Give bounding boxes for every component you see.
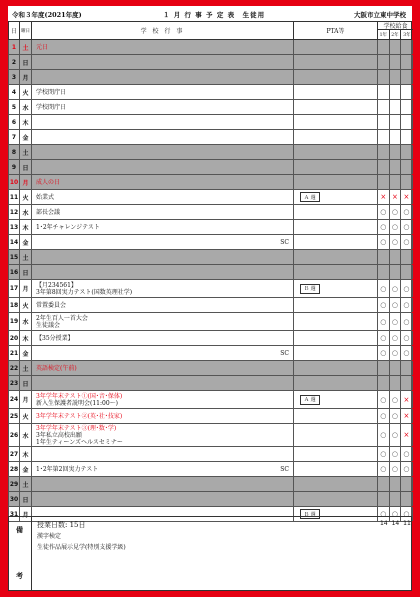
events-cell — [32, 205, 294, 219]
meal-cell — [378, 250, 390, 264]
weekday-cell: 日 — [20, 55, 32, 69]
weekday-cell: 日 — [20, 265, 32, 279]
meal-cell — [401, 492, 413, 506]
schedule-rows — [8, 40, 412, 522]
table-row — [8, 313, 412, 331]
events-cell — [32, 376, 294, 390]
event-text: 生徒議会 — [36, 321, 61, 329]
day-cell: 31 — [9, 507, 20, 521]
table-row — [8, 100, 412, 115]
meal-cell: ○ — [390, 462, 402, 476]
meal-cell: ○ — [378, 507, 390, 521]
day-cell: 8 — [9, 145, 20, 159]
remarks-section — [8, 516, 412, 591]
pta-cell — [294, 298, 378, 312]
table-row — [8, 346, 412, 361]
weekday-cell: 火 — [20, 85, 32, 99]
meal-cell — [390, 100, 402, 114]
col-day: 日 — [9, 22, 20, 39]
meal-cell — [390, 265, 402, 279]
meal-cell: ○ — [378, 424, 390, 446]
pta-cell — [294, 130, 378, 144]
table-row — [8, 40, 412, 55]
table-row — [8, 462, 412, 477]
day-cell: 23 — [9, 376, 20, 390]
meal-cell — [401, 70, 413, 84]
pta-cell — [294, 235, 378, 249]
pta-cell — [294, 331, 378, 345]
meal-cell — [378, 115, 390, 129]
event-text: 新入生保護者説明会(11:00～) — [36, 399, 118, 407]
weekday-cell: 火 — [20, 298, 32, 312]
pta-cell — [294, 175, 378, 189]
meal-totals — [378, 520, 413, 527]
events-cell — [32, 331, 294, 345]
events-cell — [32, 424, 294, 446]
meal-cell — [390, 115, 402, 129]
meal-cell — [378, 477, 390, 491]
meal-cell — [401, 250, 413, 264]
pta-cell — [294, 313, 378, 330]
meal-cell — [378, 160, 390, 174]
meal-cell: ○ — [390, 391, 402, 408]
meal-cell: ○ — [378, 280, 390, 297]
meal-cell: ○ — [390, 424, 402, 446]
pta-cell — [294, 409, 378, 423]
schedule-sheet — [8, 6, 412, 591]
event-text: 1･2年チャレンジテスト — [36, 223, 100, 231]
meal-cell — [378, 361, 390, 375]
meal-cell: ○ — [378, 235, 390, 249]
events-cell — [32, 265, 294, 279]
meal-cell: × — [378, 190, 390, 204]
table-row — [8, 391, 412, 409]
events-cell — [32, 55, 294, 69]
meal-cell — [390, 376, 402, 390]
weekday-cell: 月 — [20, 70, 32, 84]
event-text: 始業式 — [36, 193, 55, 201]
events-cell — [32, 477, 294, 491]
header — [8, 6, 412, 21]
events-cell — [32, 40, 294, 54]
day-cell: 10 — [9, 175, 20, 189]
events-cell — [32, 130, 294, 144]
event-text: 元日 — [36, 43, 49, 51]
meal-cell — [390, 361, 402, 375]
meal-cell — [401, 376, 413, 390]
pta-cell — [294, 462, 378, 476]
meal-cell: ○ — [378, 331, 390, 345]
col-grade-2: 2年 — [390, 30, 402, 39]
table-row — [8, 190, 412, 205]
weekday-cell: 水 — [20, 424, 32, 446]
pta-cell — [294, 424, 378, 446]
day-cell: 16 — [9, 265, 20, 279]
meal-cell: ○ — [401, 235, 413, 249]
table-row — [8, 409, 412, 424]
event-text: 【月234561】 — [36, 281, 77, 289]
meal-cell — [378, 100, 390, 114]
meal-cell — [401, 160, 413, 174]
week-badge: Ａ 週 — [300, 395, 320, 405]
meal-cell — [378, 85, 390, 99]
meal-cell — [378, 130, 390, 144]
weekday-cell: 月 — [20, 391, 32, 408]
day-cell: 26 — [9, 424, 20, 446]
weekday-cell: 木 — [20, 331, 32, 345]
events-cell — [32, 409, 294, 423]
meal-cell: × — [401, 190, 413, 204]
table-row — [8, 331, 412, 346]
day-cell: 17 — [9, 280, 20, 297]
total-grade-2: 14 — [391, 520, 400, 527]
day-cell: 27 — [9, 447, 20, 461]
weekday-cell: 月 — [20, 175, 32, 189]
event-text: 常置委員会 — [36, 301, 67, 309]
events-cell — [32, 391, 294, 408]
pta-cell — [294, 70, 378, 84]
event-text: 2年生百人一首大会 — [36, 314, 88, 322]
day-cell: 5 — [9, 100, 20, 114]
table-row — [8, 220, 412, 235]
weekday-cell: 土 — [20, 361, 32, 375]
meal-cell: ○ — [401, 280, 413, 297]
meal-cell: ○ — [390, 409, 402, 423]
meal-cell: ○ — [390, 280, 402, 297]
week-badge: Ａ 週 — [300, 192, 320, 202]
meal-cell — [401, 55, 413, 69]
meal-cell — [378, 70, 390, 84]
table-row — [8, 145, 412, 160]
table-row — [8, 160, 412, 175]
table-row — [8, 361, 412, 376]
meal-cell: × — [401, 409, 413, 423]
meal-cell: ○ — [390, 331, 402, 345]
table-row — [8, 175, 412, 190]
weekday-cell: 水 — [20, 313, 32, 330]
events-cell — [32, 175, 294, 189]
events-cell — [32, 160, 294, 174]
day-cell: 2 — [9, 55, 20, 69]
meal-cell — [390, 55, 402, 69]
events-cell — [32, 220, 294, 234]
event-text: 学校閉庁日 — [36, 88, 67, 96]
event-text: 成人の日 — [36, 178, 61, 186]
day-cell: 18 — [9, 298, 20, 312]
events-cell — [32, 70, 294, 84]
event-text: 3年第8回実力テスト(国数英理社学) — [36, 288, 133, 296]
meal-cell — [401, 130, 413, 144]
table-row — [8, 250, 412, 265]
weekday-cell: 火 — [20, 409, 32, 423]
meal-cell: ○ — [378, 462, 390, 476]
meal-cell: ○ — [378, 391, 390, 408]
meal-cell: ○ — [401, 507, 413, 521]
day-cell: 3 — [9, 70, 20, 84]
table-row — [8, 235, 412, 250]
meal-cell: ○ — [378, 298, 390, 312]
event-text: 3年学年末テスト①(国･音･保体) — [36, 392, 123, 400]
counselor-mark: SC — [280, 349, 289, 357]
pta-cell — [294, 40, 378, 54]
weekday-cell: 木 — [20, 115, 32, 129]
meal-cell: ○ — [378, 447, 390, 461]
weekday-cell: 日 — [20, 376, 32, 390]
weekday-cell: 月 — [20, 507, 32, 521]
pta-cell — [294, 160, 378, 174]
day-cell: 19 — [9, 313, 20, 330]
col-pta: PTA等 — [294, 22, 378, 39]
col-grade-3: 3年 — [403, 32, 411, 38]
event-text: 1年生ティーンズヘルスセミナー — [36, 438, 123, 446]
table-row — [8, 265, 412, 280]
table-row — [8, 205, 412, 220]
events-cell — [32, 190, 294, 204]
meal-cell — [390, 85, 402, 99]
meal-cell: ○ — [401, 462, 413, 476]
weekday-cell: 金 — [20, 235, 32, 249]
meal-cell: ○ — [390, 507, 402, 521]
meal-cell — [390, 175, 402, 189]
day-cell: 14 — [9, 235, 20, 249]
events-cell — [32, 100, 294, 114]
school-name: 大阪市立東中学校 — [354, 11, 406, 19]
meal-cell: ○ — [390, 346, 402, 360]
meal-cell: ○ — [378, 313, 390, 330]
weekday-cell: 土 — [20, 145, 32, 159]
weekday-cell: 土 — [20, 477, 32, 491]
event-text: 3年私立高校出願 — [36, 431, 82, 439]
pta-cell — [294, 265, 378, 279]
events-cell — [32, 313, 294, 330]
event-text: 【35分授業】 — [36, 334, 74, 342]
col-meal-group: 学校給食 — [378, 22, 413, 30]
table-row — [8, 130, 412, 145]
pta-cell — [294, 361, 378, 375]
events-cell — [32, 462, 294, 476]
day-cell: 1 — [9, 40, 20, 54]
weekday-cell: 日 — [20, 160, 32, 174]
meal-cell: ○ — [401, 346, 413, 360]
day-cell: 6 — [9, 115, 20, 129]
meal-cell: ○ — [378, 220, 390, 234]
pta-cell — [294, 280, 378, 297]
meal-cell: × — [390, 190, 402, 204]
weekday-cell: 火 — [20, 190, 32, 204]
meal-cell: ○ — [401, 298, 413, 312]
counselor-mark: SC — [280, 238, 289, 246]
weekday-cell: 日 — [20, 492, 32, 506]
meal-cell — [390, 477, 402, 491]
day-cell: 4 — [9, 85, 20, 99]
meal-cell: ○ — [390, 298, 402, 312]
meal-cell — [401, 477, 413, 491]
events-cell — [32, 235, 294, 249]
table-row — [8, 280, 412, 298]
meal-cell — [401, 85, 413, 99]
events-cell — [32, 280, 294, 297]
meal-cell — [378, 175, 390, 189]
table-row — [8, 492, 412, 507]
table-row — [8, 55, 412, 70]
meal-cell — [401, 175, 413, 189]
day-cell: 15 — [9, 250, 20, 264]
events-cell — [32, 361, 294, 375]
col-grade-1: 1年 — [378, 30, 390, 39]
event-text: 1･2年第2回実力テスト — [36, 465, 99, 473]
day-cell: 28 — [9, 462, 20, 476]
meal-cell: ○ — [390, 447, 402, 461]
remark-note: 漢字検定 — [37, 533, 62, 540]
meal-cell: ○ — [401, 205, 413, 219]
table-row — [8, 70, 412, 85]
pta-cell — [294, 391, 378, 408]
meal-cell — [390, 492, 402, 506]
weekday-cell: 土 — [20, 250, 32, 264]
day-cell: 9 — [9, 160, 20, 174]
counselor-mark: SC — [280, 465, 289, 473]
day-cell: 11 — [9, 190, 20, 204]
meal-cell: ○ — [401, 313, 413, 330]
meal-cell — [390, 145, 402, 159]
total-grade-1: 14 — [379, 520, 388, 527]
meal-cell: ○ — [390, 205, 402, 219]
event-text: 3年学年末テスト③(理･数･学) — [36, 424, 117, 432]
total-grade-3: 11 — [403, 520, 411, 527]
school-days: 授業日数: 15日 — [37, 521, 86, 529]
pta-cell — [294, 477, 378, 491]
pta-cell — [294, 250, 378, 264]
table-row — [8, 424, 412, 447]
remarks-body — [37, 520, 126, 553]
day-cell: 25 — [9, 409, 20, 423]
page-title: １ 月 行 事 予 定 表 生徒用 — [163, 11, 266, 19]
event-text: 3年学年末テスト②(英･社･技家) — [36, 412, 123, 420]
week-badge: Ｂ 週 — [300, 284, 320, 294]
pta-cell — [294, 190, 378, 204]
weekday-cell: 月 — [20, 280, 32, 297]
pta-cell — [294, 85, 378, 99]
weekday-cell: 水 — [20, 100, 32, 114]
events-cell — [32, 492, 294, 506]
events-cell — [32, 447, 294, 461]
day-cell: 12 — [9, 205, 20, 219]
event-text: 部長会議 — [36, 208, 61, 216]
meal-cell — [390, 40, 402, 54]
meal-cell: ○ — [401, 447, 413, 461]
meal-cell — [401, 40, 413, 54]
table-row — [8, 85, 412, 100]
day-cell: 21 — [9, 346, 20, 360]
meal-cell — [401, 145, 413, 159]
pta-cell — [294, 145, 378, 159]
meal-cell: ○ — [401, 220, 413, 234]
events-cell — [32, 115, 294, 129]
weekday-cell: 金 — [20, 462, 32, 476]
weekday-cell: 金 — [20, 346, 32, 360]
table-row — [8, 376, 412, 391]
meal-cell — [401, 361, 413, 375]
weekday-cell: 木 — [20, 220, 32, 234]
pta-cell — [294, 346, 378, 360]
weekday-cell: 木 — [20, 447, 32, 461]
meal-cell — [378, 492, 390, 506]
meal-cell: × — [401, 424, 413, 446]
meal-cell: ○ — [390, 220, 402, 234]
meal-cell — [378, 376, 390, 390]
weekday-cell: 水 — [20, 205, 32, 219]
meal-cell — [378, 55, 390, 69]
week-badge: Ｂ 週 — [300, 509, 320, 519]
pta-cell — [294, 205, 378, 219]
events-cell — [32, 250, 294, 264]
meal-cell — [378, 145, 390, 159]
weekday-cell: 金 — [20, 130, 32, 144]
pta-cell — [294, 55, 378, 69]
pta-cell — [294, 492, 378, 506]
event-text: 英語検定(午前) — [36, 364, 77, 372]
remark-note: 生徒作品展示見学(特別支援学級) — [37, 544, 126, 551]
table-row — [8, 298, 412, 313]
meal-cell: × — [401, 391, 413, 408]
events-cell — [32, 145, 294, 159]
event-text: 学校閉庁日 — [36, 103, 67, 111]
column-header — [8, 21, 412, 40]
meal-cell: ○ — [378, 346, 390, 360]
table-row — [8, 447, 412, 462]
day-cell: 24 — [9, 391, 20, 408]
table-row — [8, 477, 412, 492]
day-cell: 29 — [9, 477, 20, 491]
col-weekday: 曜日 — [20, 22, 32, 39]
meal-cell: ○ — [378, 205, 390, 219]
meal-cell: ○ — [390, 235, 402, 249]
meal-cell — [390, 130, 402, 144]
pta-cell — [294, 376, 378, 390]
pta-cell — [294, 220, 378, 234]
weekday-cell: 土 — [20, 40, 32, 54]
table-row — [8, 115, 412, 130]
meal-cell: ○ — [390, 313, 402, 330]
pta-cell — [294, 447, 378, 461]
events-cell — [32, 85, 294, 99]
fiscal-year: 令和３年度(2021年度) — [12, 11, 82, 19]
events-cell — [32, 346, 294, 360]
meal-cell — [401, 115, 413, 129]
meal-cell: ○ — [401, 331, 413, 345]
pta-cell — [294, 100, 378, 114]
pta-cell — [294, 115, 378, 129]
remarks-label: 備 考 — [9, 517, 32, 590]
meal-cell — [390, 70, 402, 84]
meal-cell — [401, 265, 413, 279]
meal-cell — [390, 250, 402, 264]
meal-cell — [378, 265, 390, 279]
meal-cell — [390, 160, 402, 174]
day-cell: 13 — [9, 220, 20, 234]
meal-cell — [378, 40, 390, 54]
day-cell: 30 — [9, 492, 20, 506]
meal-cell — [401, 100, 413, 114]
day-cell: 22 — [9, 361, 20, 375]
col-events: 学 校 行 事 — [32, 22, 294, 39]
day-cell: 7 — [9, 130, 20, 144]
day-cell: 20 — [9, 331, 20, 345]
meal-cell: ○ — [378, 409, 390, 423]
events-cell — [32, 298, 294, 312]
